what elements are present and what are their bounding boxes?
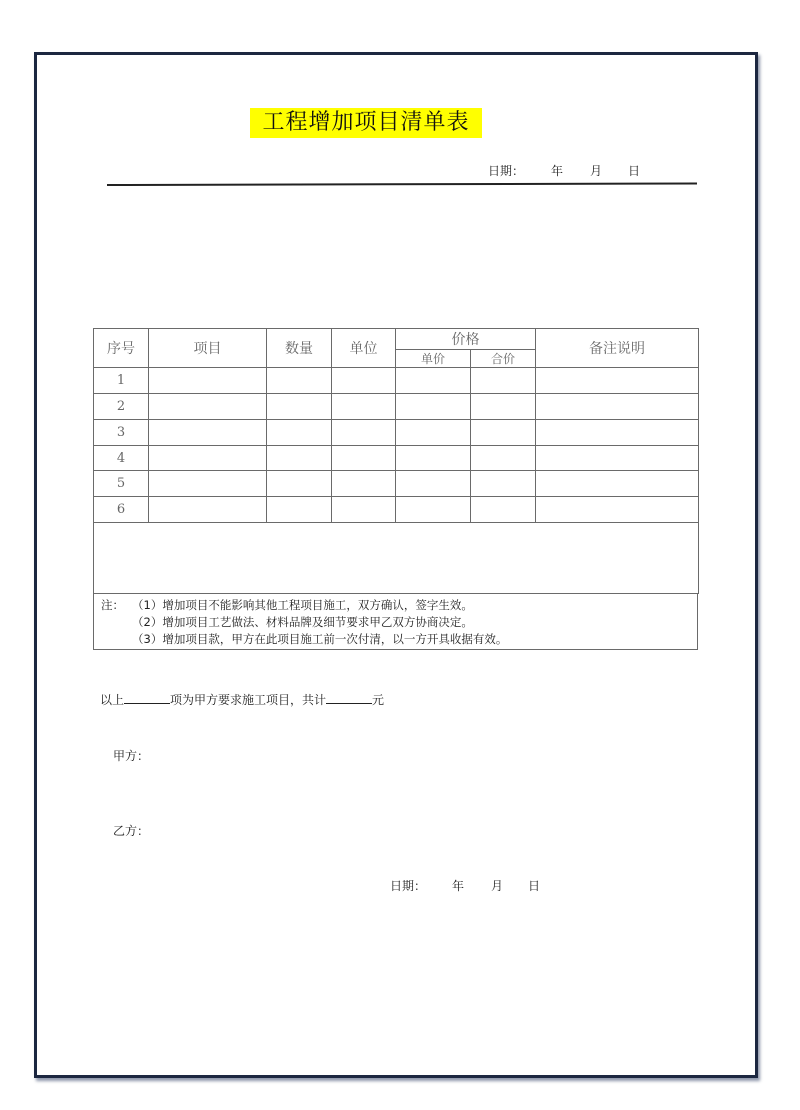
total-amount-blank[interactable]	[326, 693, 372, 704]
cell-qty[interactable]	[267, 471, 332, 497]
bottom-date-year: 年	[452, 879, 465, 893]
cell-remarks[interactable]	[536, 368, 699, 394]
cell-unit-price[interactable]	[396, 368, 471, 394]
header-unit: 单位	[332, 329, 396, 368]
table-row	[94, 420, 699, 446]
cell-qty[interactable]	[267, 368, 332, 394]
items-table	[93, 328, 699, 594]
date-month: 月	[590, 164, 603, 178]
cell-total-price[interactable]	[471, 368, 536, 394]
notes-box	[93, 593, 698, 650]
cell-unit-price[interactable]	[396, 394, 471, 420]
cell-item[interactable]	[149, 368, 267, 394]
cell-unit[interactable]	[332, 471, 396, 497]
summary-line	[100, 691, 384, 708]
cell-unit-price[interactable]	[396, 471, 471, 497]
cell-unit[interactable]	[332, 420, 396, 446]
cell-remarks[interactable]	[536, 471, 699, 497]
document-title: 工程增加项目清单表	[250, 108, 482, 138]
header-total-price: 合价	[471, 350, 536, 368]
date-day: 日	[628, 164, 641, 178]
row-number: 2	[94, 394, 149, 420]
cell-item[interactable]	[149, 446, 267, 471]
summary-prefix: 以上	[100, 693, 125, 707]
header-price: 价格	[396, 329, 536, 350]
note-item: （2）增加项目工艺做法、材料品牌及细节要求甲乙双方协商决定。	[132, 615, 473, 629]
party-a-label: 甲方：	[113, 749, 150, 763]
cell-qty[interactable]	[267, 420, 332, 446]
date-label: 日期：	[488, 164, 525, 178]
note-item: （1）增加项目不能影响其他工程项目施工，双方确认，签字生效。	[132, 598, 473, 612]
cell-total-price[interactable]	[471, 446, 536, 471]
header-remarks: 备注说明	[536, 329, 699, 368]
cell-total-price[interactable]	[471, 497, 536, 523]
cell-unit[interactable]	[332, 497, 396, 523]
table-row	[94, 446, 699, 471]
cell-item[interactable]	[149, 497, 267, 523]
cell-total-price[interactable]	[471, 394, 536, 420]
bottom-date-label: 日期：	[390, 879, 427, 893]
cell-item[interactable]	[149, 420, 267, 446]
row-number: 1	[94, 368, 149, 394]
cell-unit-price[interactable]	[396, 446, 471, 471]
notes-label: 注：	[101, 598, 124, 612]
party-b-label: 乙方：	[113, 824, 150, 838]
cell-item[interactable]	[149, 394, 267, 420]
date-year: 年	[551, 164, 564, 178]
row-number: 4	[94, 446, 149, 471]
bottom-date-day: 日	[528, 879, 541, 893]
cell-qty[interactable]	[267, 394, 332, 420]
header-unit-price: 单价	[396, 350, 471, 368]
header-item: 项目	[149, 329, 267, 368]
table-row	[94, 471, 699, 497]
cell-remarks[interactable]	[536, 497, 699, 523]
row-number: 5	[94, 471, 149, 497]
cell-unit-price[interactable]	[396, 420, 471, 446]
blank-area[interactable]	[94, 523, 699, 594]
header-qty: 数量	[267, 329, 332, 368]
table-header-row	[94, 329, 699, 350]
cell-unit-price[interactable]	[396, 497, 471, 523]
cell-item[interactable]	[149, 471, 267, 497]
row-number: 3	[94, 420, 149, 446]
item-count-blank[interactable]	[124, 693, 170, 704]
table-row	[94, 368, 699, 394]
cell-remarks[interactable]	[536, 394, 699, 420]
cell-qty[interactable]	[267, 446, 332, 471]
table-row	[94, 394, 699, 420]
cell-qty[interactable]	[267, 497, 332, 523]
row-number: 6	[94, 497, 149, 523]
cell-unit[interactable]	[332, 446, 396, 471]
note-item: （3）增加项目款，甲方在此项目施工前一次付清，以一方开具收据有效。	[132, 632, 508, 646]
cell-remarks[interactable]	[536, 420, 699, 446]
blank-row	[94, 523, 699, 594]
summary-suffix: 元	[372, 693, 385, 707]
table-row	[94, 497, 699, 523]
bottom-date-month: 月	[491, 879, 504, 893]
summary-middle: 项为甲方要求施工项目，共计	[170, 693, 327, 707]
cell-unit[interactable]	[332, 394, 396, 420]
cell-total-price[interactable]	[471, 471, 536, 497]
cell-remarks[interactable]	[536, 446, 699, 471]
cell-unit[interactable]	[332, 368, 396, 394]
header-seq: 序号	[94, 329, 149, 368]
cell-total-price[interactable]	[471, 420, 536, 446]
